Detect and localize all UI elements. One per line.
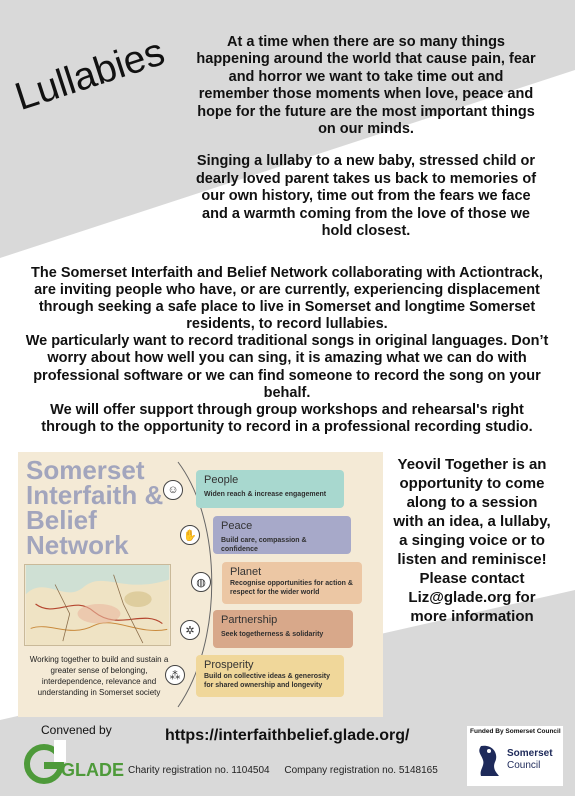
- pillar-peace: [213, 516, 351, 554]
- pillar-peace-name: Peace: [221, 520, 253, 532]
- body-line-1: The Somerset Interfaith and Belief Network collaborating with Actiontrack, are inviting people who have, or are currently, experiencing displacement through seeking a safe place to live in Somerset and longtime Somerset residents, to record lullabies.: [31, 265, 543, 333]
- globe-icon: ◍: [191, 572, 211, 592]
- council-wyvern-icon: [473, 742, 503, 778]
- glade-logo: [24, 740, 124, 786]
- pillar-prosperity-name: Prosperity: [204, 659, 254, 671]
- pillar-planet-desc: Recognise opportunities for action & respect for the wider world: [230, 580, 353, 596]
- contact-text: Yeovil Together is an opportunity to come along to a session with an idea, a lullaby, a singing voice or to listen and reminisce! Please contact Liz@glade.org for more information: [393, 456, 551, 625]
- pillar-partnership-desc: Seek togetherness & solidarity: [221, 631, 324, 638]
- circle-people-icon: ✲: [180, 620, 200, 640]
- website-link[interactable]: https://interfaithbelief.glade.org/: [165, 727, 410, 744]
- body-text: [22, 265, 552, 436]
- handshake-icon: ✋: [180, 525, 200, 545]
- pillar-planet: [222, 562, 362, 604]
- body-line-3: We will offer support through group workshops and rehearsal's right through to the opportunity to record in a professional recording studio.: [41, 401, 533, 435]
- people-icon: ☺: [163, 480, 183, 500]
- pillar-peace-desc: Build care, compassion & confidence: [221, 537, 307, 553]
- heading-lullabies: Lullabies: [10, 30, 170, 119]
- intro-paragraph-1: At a time when there are so many things happening around the world that cause pain, fear and horror we want to take time out and remember those moments when love, peace and hope for the future are the most important things on our minds.: [196, 34, 536, 138]
- body-line-2: We particularly want to record traditional songs in original languages. Don’t worry about how well you can sing, it is amazing what we can do with professional software or we can find someone to record the song on your behalf.: [25, 333, 549, 401]
- convened-by-label: Convened by: [41, 723, 112, 737]
- network-infographic: [18, 452, 383, 717]
- pillar-prosperity-desc: Build on collective ideas & generosity for shared ownership and longevity: [204, 673, 331, 689]
- intro-paragraph-2: Singing a lullaby to a new baby, stressed child or dearly loved parent takes us back to memories of our own history, time out from the fears we face and a warmth coming from the love of those we hold closest.: [195, 153, 537, 240]
- company-registration: Company registration no. 5148165: [284, 765, 438, 776]
- somerset-map-image: [24, 564, 171, 646]
- pillar-people-name: People: [204, 474, 239, 486]
- pillar-planet-name: Planet: [230, 566, 262, 578]
- somerset-council-logo: [467, 726, 563, 786]
- registration-info: [128, 765, 438, 776]
- network-title: Somerset Interfaith & Belief Network: [26, 455, 164, 560]
- pillar-prosperity: [196, 655, 344, 697]
- pillar-partnership: [213, 610, 353, 648]
- network-icon: ⁂: [165, 665, 185, 685]
- pillar-partnership-name: Partnership: [221, 614, 278, 626]
- pillar-people: [196, 470, 344, 508]
- charity-registration: Charity registration no. 1104504: [128, 765, 270, 776]
- network-caption: Working together to build and sustain a greater sense of belonging, interdependence, relevance and understanding in Somerset society: [29, 655, 169, 697]
- council-sub: Council: [507, 760, 541, 771]
- intro-text: [192, 34, 540, 240]
- pillar-people-desc: Widen reach & increase engagement: [204, 491, 327, 498]
- glade-logo-text: GLADE: [61, 760, 124, 780]
- council-name: Somerset: [507, 748, 553, 759]
- funded-by-label: Funded By Somerset Council: [470, 728, 561, 735]
